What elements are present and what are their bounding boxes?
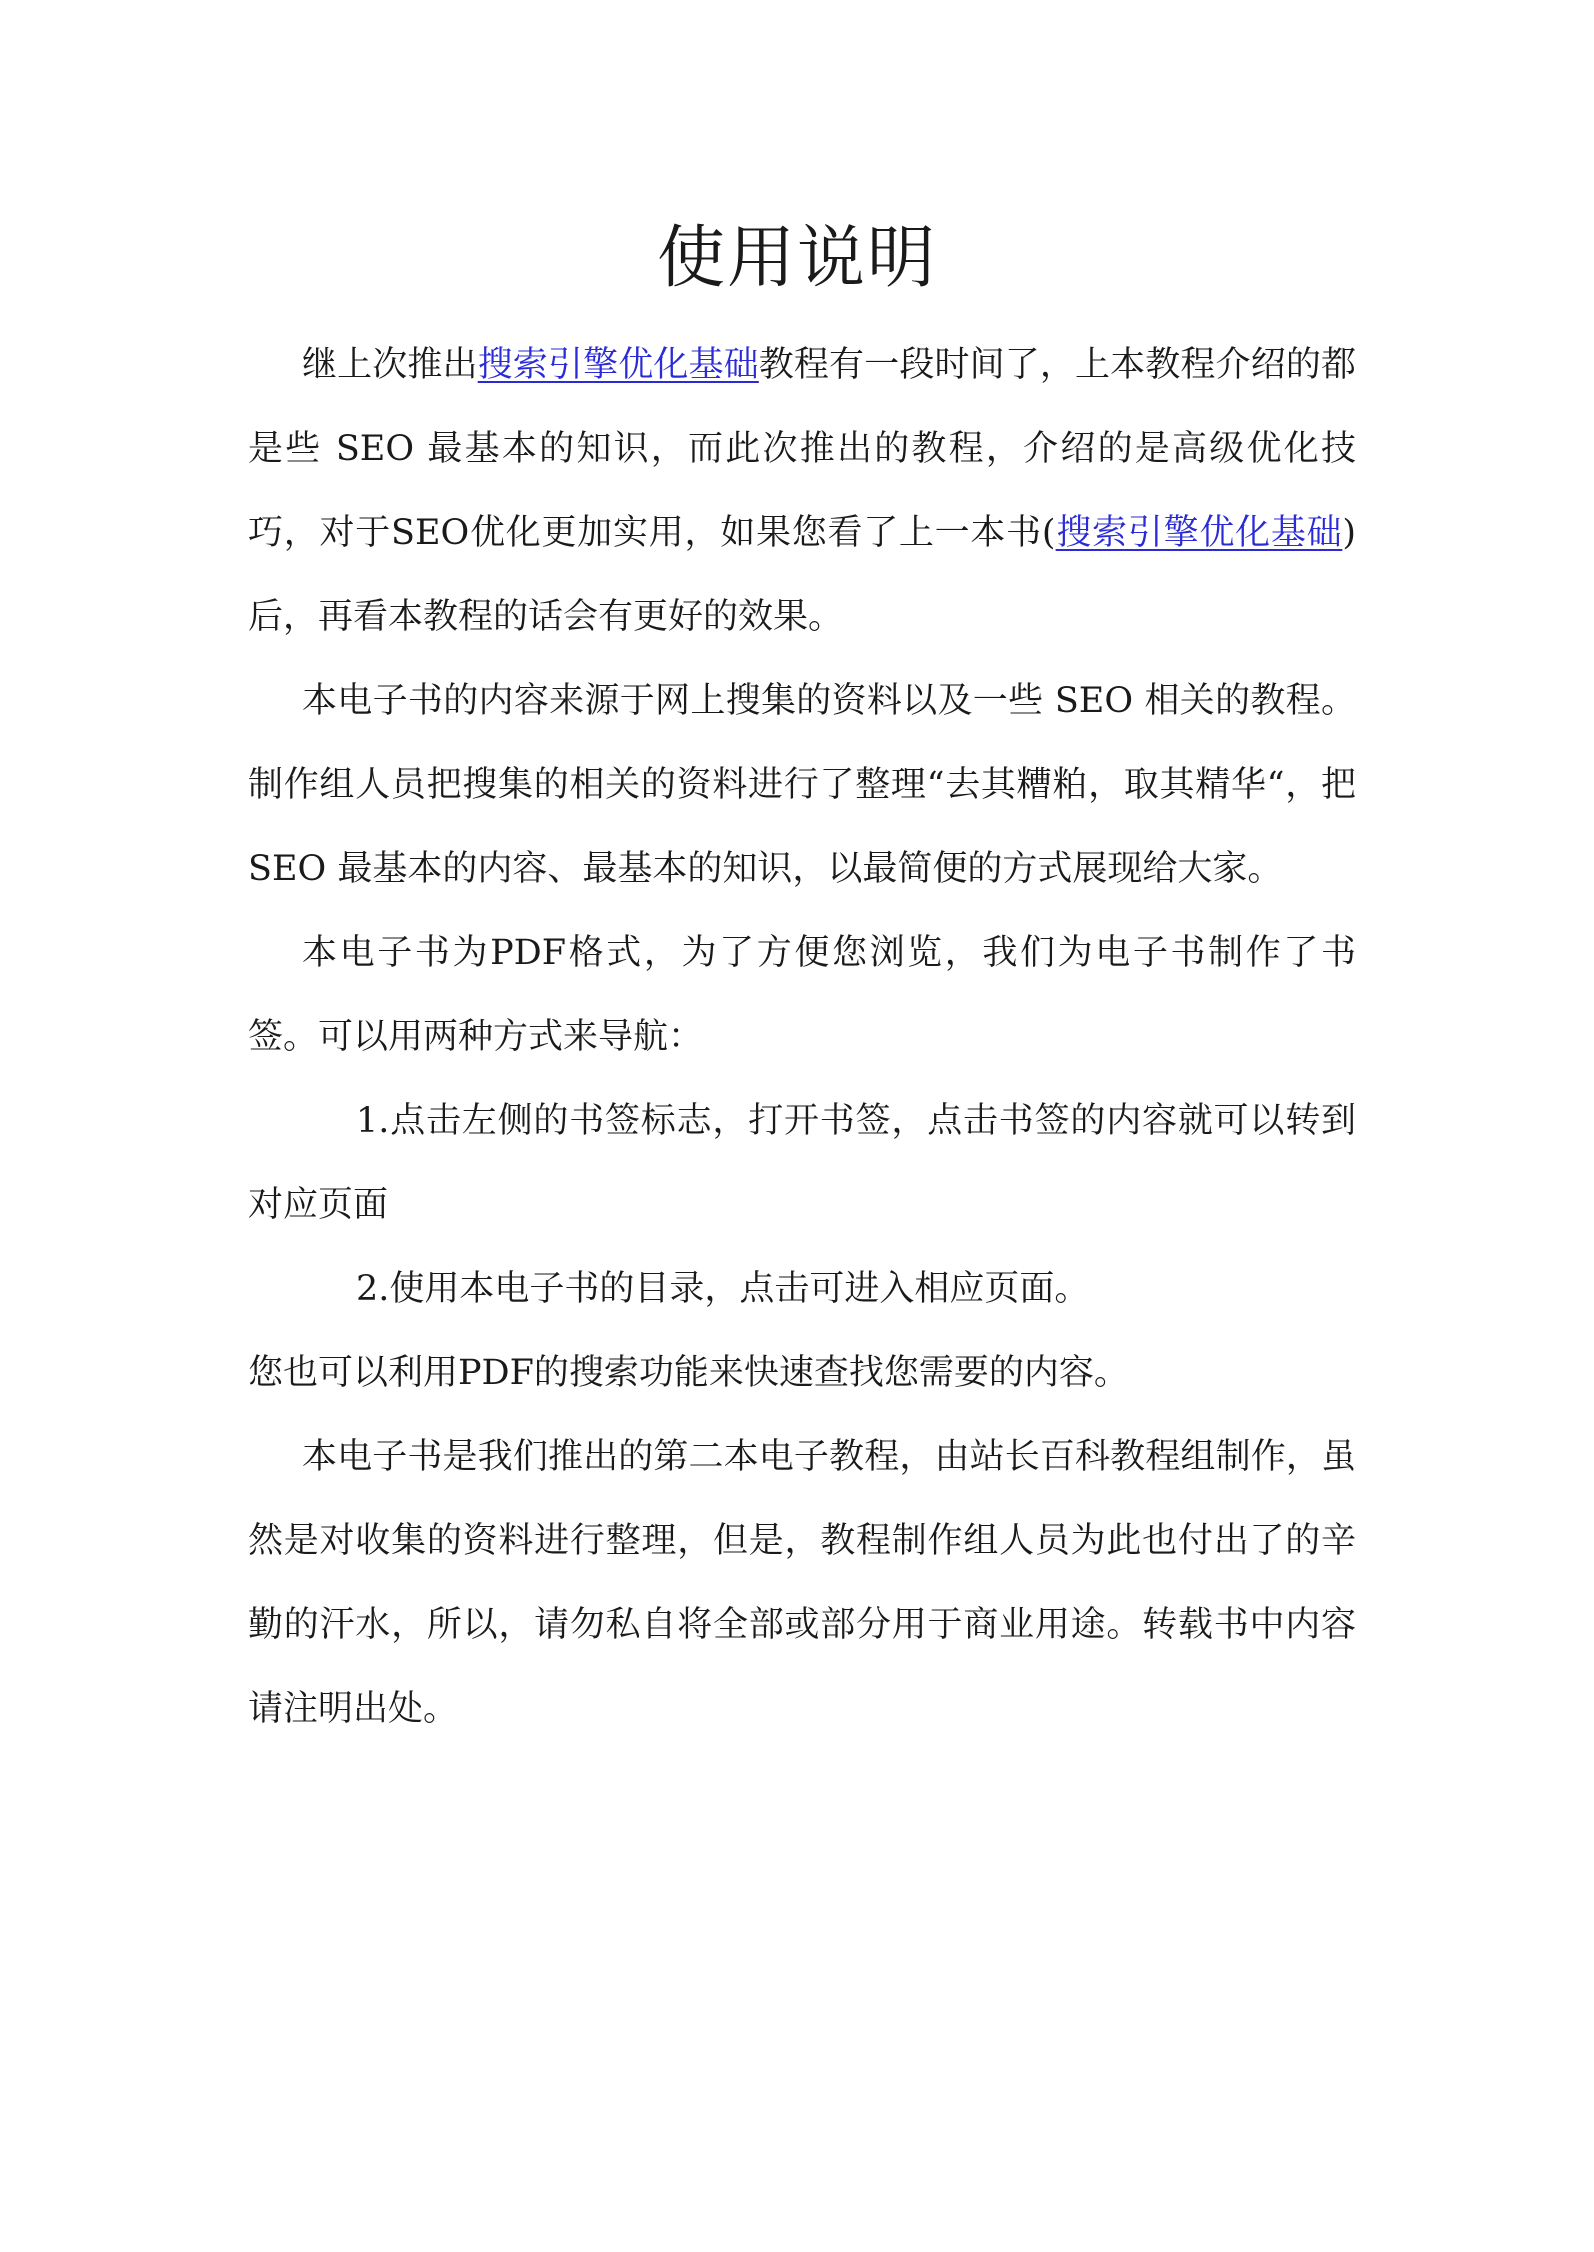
intro-paragraph	[248, 323, 1356, 659]
search-note: 您也可以利用PDF的搜索功能来快速查找您需要的内容。	[248, 1353, 1129, 1393]
intro-text-start: 继上次推出	[302, 345, 478, 385]
navigation-step-1: 1.点击左侧的书签标志，打开书签，点击书签的内容就可以转到对应页面	[248, 1101, 1356, 1225]
navigation-step-2: 2.使用本电子书的目录，点击可进入相应页面。	[356, 1269, 1090, 1309]
seo-basics-link-2[interactable]: 搜索引擎优化基础	[1055, 513, 1343, 553]
seo-basics-link[interactable]: 搜索引擎优化基础	[477, 345, 759, 385]
page-title: 使用说明	[656, 219, 937, 298]
format-paragraph: 本电子书为PDF格式，为了方便您浏览，我们为电子书制作了书签。可以用两种方式来导航：	[248, 933, 1356, 1057]
intro-text-middle: 教程有一段时间了，上本教程介绍的都是些 SEO 最基本的知识，而此次推出的教程，介绍的是高级优化技巧，对于SEO优化更加实用，如果您看了上一本书(	[248, 345, 1356, 553]
document-body	[248, 323, 1356, 1751]
source-paragraph: 本电子书的内容来源于网上搜集的资料以及一些 SEO 相关的教程。制作组人员把搜集的相关的资料进行了整理“去其糟粕，取其精华“，把 SEO 最基本的内容、最基本的知识，以最简便的方式展现给大家。	[248, 681, 1356, 889]
copyright-paragraph: 本电子书是我们推出的第二本电子教程，由站长百科教程组制作，虽然是对收集的资料进行整理，但是，教程制作组人员为此也付出了的辛勤的汗水，所以，请勿私自将全部或部分用于商业用途。转载书中内容请注明出处。	[248, 1437, 1356, 1729]
intro-text-end: )后，再看本教程的话会有更好的效果。	[248, 513, 1356, 637]
